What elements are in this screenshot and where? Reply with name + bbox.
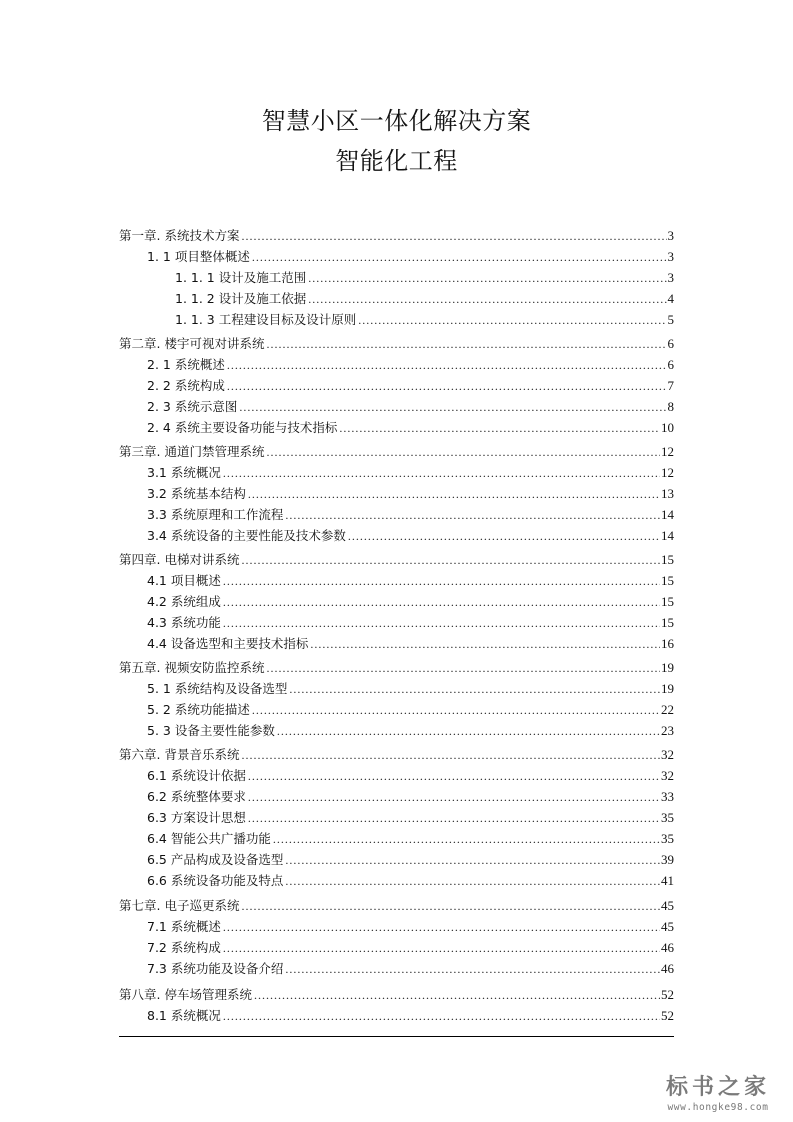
toc-entry-label: 1. 1 项目整体概述 [147,249,250,264]
toc-entry-label: 7.2 系统构成 [147,940,221,955]
toc-dot-leader [254,987,660,1003]
toc-section-entry[interactable] [147,915,674,935]
toc-dot-leader [227,357,667,373]
toc-page-number: 10 [661,420,674,435]
toc-dot-leader [348,528,660,544]
toc-dot-leader [239,399,666,415]
toc-dot-leader [339,420,660,436]
toc-page-number: 14 [661,507,674,522]
toc-entry-label: 6.6 系统设备功能及特点 [147,873,284,888]
toc-chapter-entry[interactable] [119,983,674,1003]
toc-page-number: 3 [667,228,674,243]
toc-dot-leader [285,852,660,868]
toc-chapter-entry[interactable] [119,548,674,568]
document-subtitle: 智能化工程 [335,147,458,175]
toc-section-entry[interactable] [147,461,674,481]
toc-chapter-entry[interactable] [119,332,674,352]
toc-entry-label: 3.2 系统基本结构 [147,486,246,501]
toc-entry-label: 第四章. 电梯对讲系统 [119,552,240,567]
toc-section-entry[interactable] [147,374,674,394]
toc-page-number: 19 [661,681,674,696]
toc-page-number: 16 [661,636,674,651]
toc-page-number: 45 [661,898,674,913]
toc-page-number: 32 [661,768,674,783]
toc-dot-leader [241,552,660,568]
toc-section-entry[interactable] [147,785,674,805]
toc-dot-leader [248,789,660,805]
toc-page-number: 41 [661,873,674,888]
toc-chapter-entry[interactable] [119,656,674,676]
toc-section-entry[interactable] [147,869,674,889]
toc-entry-label: 4.3 系统功能 [147,615,221,630]
toc-section-entry[interactable] [147,482,674,502]
toc-entry-label: 第六章. 背景音乐系统 [119,747,240,762]
toc-page-number: 19 [661,660,674,675]
toc-dot-leader [223,594,660,610]
toc-dot-leader [227,378,667,394]
toc-section-entry[interactable] [147,245,674,265]
toc-section-entry[interactable] [147,719,674,739]
toc-page-number: 13 [661,486,674,501]
toc-section-entry[interactable] [147,353,674,373]
toc-entry-label: 第三章. 通道门禁管理系统 [119,444,265,459]
toc-entry-label: 1. 1. 3 工程建设目标及设计原则 [175,312,357,327]
toc-page-number: 15 [661,615,674,630]
toc-dot-leader [248,810,660,826]
toc-section-entry[interactable] [147,590,674,610]
toc-chapter-entry[interactable] [119,743,674,763]
toc-dot-leader [223,573,660,589]
toc-page-number: 6 [667,336,674,351]
toc-entry-label: 6.2 系统整体要求 [147,789,246,804]
toc-entry-label: 1. 1. 2 设计及施工依据 [175,291,307,306]
toc-entry-label: 第一章. 系统技术方案 [119,228,240,243]
toc-entry-label: 第八章. 停车场管理系统 [119,987,252,1002]
toc-page-number: 6 [667,357,674,372]
toc-page-number: 46 [661,940,674,955]
toc-entry-label: 2. 2 系统构成 [147,378,225,393]
toc-entry-label: 6.1 系统设计依据 [147,768,246,783]
toc-entry-label: 第七章. 电子巡更系统 [119,898,240,913]
toc-dot-leader [277,723,660,739]
toc-page-number: 22 [661,702,674,717]
toc-entry-label: 5. 2 系统功能描述 [147,702,250,717]
toc-dot-leader [308,270,666,286]
toc-entry-label: 3.4 系统设备的主要性能及技术参数 [147,528,346,543]
toc-section-entry[interactable] [147,957,674,977]
toc-section-entry[interactable] [147,827,674,847]
toc-entry-label: 6.4 智能公共广播功能 [147,831,271,846]
toc-dot-leader [241,898,660,914]
toc-dot-leader [266,660,660,676]
toc-dot-leader [252,702,660,718]
toc-dot-leader [285,873,660,889]
toc-dot-leader [223,465,660,481]
toc-page-number: 12 [661,444,674,459]
toc-page-number: 32 [661,747,674,762]
toc-entry-label: 7.3 系统功能及设备介绍 [147,961,284,976]
toc-dot-leader [241,228,666,244]
toc-section-entry[interactable] [147,503,674,523]
toc-entry-label: 7.1 系统概述 [147,919,221,934]
toc-page-number: 3 [667,249,674,264]
toc-dot-leader [223,615,660,631]
toc-entry-label: 1. 1. 1 设计及施工范围 [175,270,307,285]
toc-page-number: 52 [661,1008,674,1023]
document-title: 智慧小区一体化解决方案 [261,107,532,135]
watermark-url: www.hongke98.com [667,1102,769,1113]
toc-page-number: 3 [667,270,674,285]
toc-section-entry[interactable] [147,524,674,544]
footer-rule [119,1036,674,1037]
toc-page-number: 5 [667,312,674,327]
toc-entry-label: 3.3 系统原理和工作流程 [147,507,284,522]
toc-dot-leader [289,681,660,697]
toc-section-entry[interactable] [147,632,674,652]
toc-entry-label: 5. 3 设备主要性能参数 [147,723,275,738]
toc-dot-leader [285,961,660,977]
toc-page-number: 46 [661,961,674,976]
toc-entry-label: 5. 1 系统结构及设备选型 [147,681,288,696]
toc-page-number: 23 [661,723,674,738]
toc-dot-leader [223,940,660,956]
toc-section-entry[interactable] [147,611,674,631]
toc-dot-leader [273,831,660,847]
toc-section-entry[interactable] [147,936,674,956]
toc-dot-leader [223,1008,660,1024]
watermark-logo [648,1070,788,1113]
toc-page-number: 45 [661,919,674,934]
toc-entry-label: 第二章. 楼宇可视对讲系统 [119,336,265,351]
toc-dot-leader [252,249,667,265]
watermark-brand: 标书之家 [665,1075,770,1100]
toc-dot-leader [285,507,660,523]
toc-page-number: 8 [667,399,674,414]
toc-dot-leader [310,636,660,652]
toc-section-entry[interactable] [147,416,674,436]
toc-dot-leader [308,291,666,307]
toc-page-number: 15 [661,594,674,609]
toc-dot-leader [241,747,660,763]
toc-page-number: 35 [661,831,674,846]
toc-section-entry[interactable] [147,698,674,718]
toc-section-entry[interactable] [147,848,674,868]
toc-dot-leader [266,336,666,352]
toc-entry-label: 6.5 产品构成及设备选型 [147,852,284,867]
toc-chapter-entry[interactable] [119,224,674,244]
toc-entry-label: 4.4 设备选型和主要技术指标 [147,636,309,651]
toc-page-number: 35 [661,810,674,825]
toc-page-number: 52 [661,987,674,1002]
toc-dot-leader [223,919,660,935]
toc-dot-leader [266,444,660,460]
toc-page-number: 39 [661,852,674,867]
toc-section-entry[interactable] [147,1004,674,1024]
toc-section-entry[interactable] [147,569,674,589]
toc-entry-label: 8.1 系统概况 [147,1008,221,1023]
toc-entry-label: 2. 4 系统主要设备功能与技术指标 [147,420,338,435]
toc-page-number: 4 [667,291,674,306]
toc-entry-label: 第五章. 视频安防监控系统 [119,660,265,675]
toc-section-entry[interactable] [147,395,674,415]
toc-entry-label: 2. 1 系统概述 [147,357,225,372]
toc-dot-leader [248,486,660,502]
toc-page-number: 15 [661,573,674,588]
toc-entry-label: 6.3 方案设计思想 [147,810,246,825]
toc-page-number: 14 [661,528,674,543]
toc-chapter-entry[interactable] [119,894,674,914]
toc-entry-label: 2. 3 系统示意图 [147,399,238,414]
toc-entry-label: 4.1 项目概述 [147,573,221,588]
toc-page-number: 7 [667,378,674,393]
toc-entry-label: 3.1 系统概况 [147,465,221,480]
toc-section-entry[interactable] [175,287,674,307]
toc-page-number: 15 [661,552,674,567]
toc-dot-leader [248,768,660,784]
toc-section-entry[interactable] [147,764,674,784]
toc-entry-label: 4.2 系统组成 [147,594,221,609]
toc-section-entry[interactable] [147,677,674,697]
toc-chapter-entry[interactable] [119,440,674,460]
toc-dot-leader [358,312,666,328]
toc-section-entry[interactable] [147,806,674,826]
toc-page-number: 33 [661,789,674,804]
toc-section-entry[interactable] [175,266,674,286]
toc-section-entry[interactable] [175,308,674,328]
toc-page-number: 12 [661,465,674,480]
